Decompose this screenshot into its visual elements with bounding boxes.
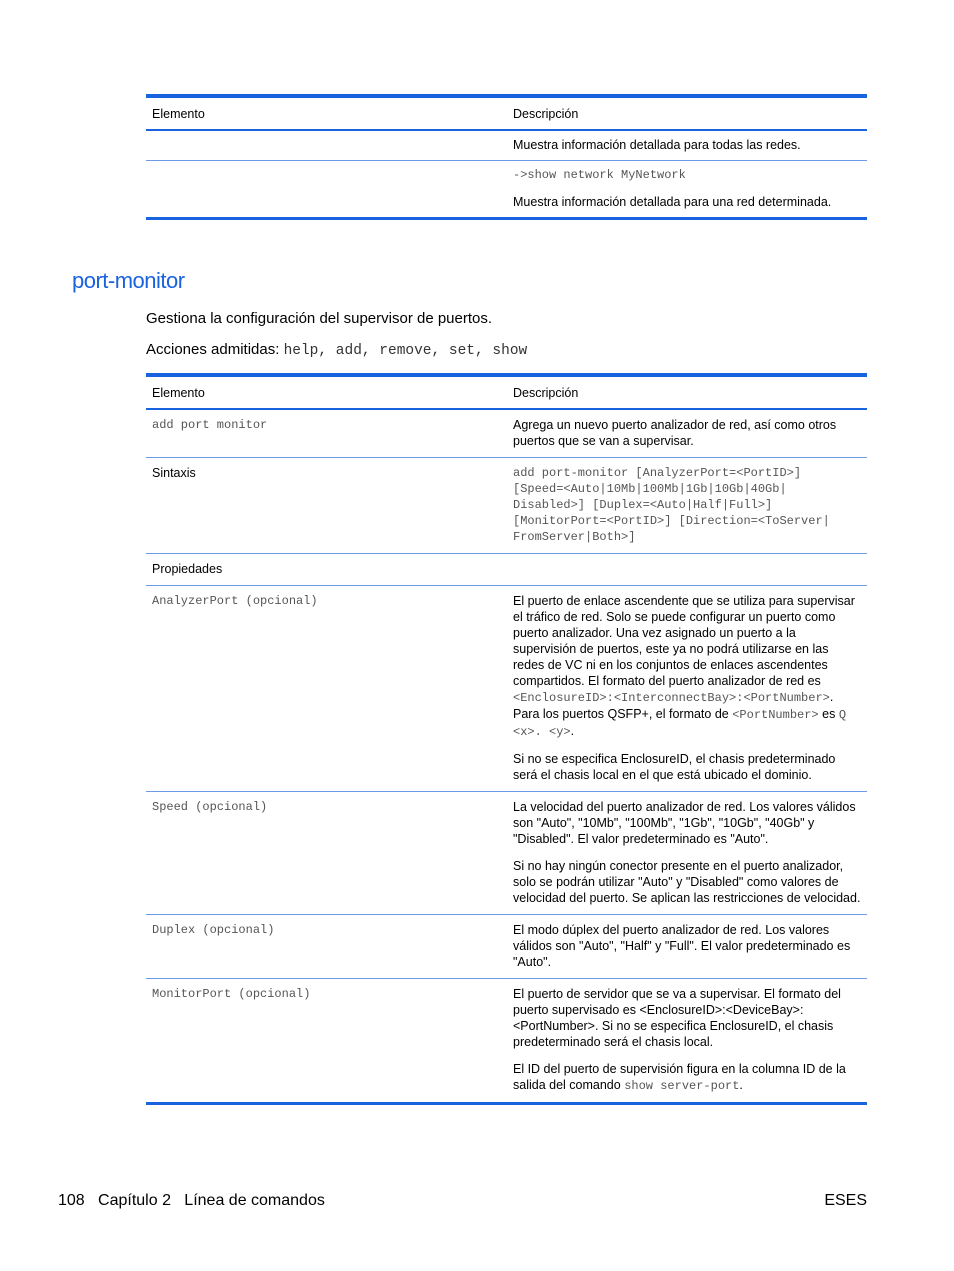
table-row [146,554,867,586]
supported-actions [146,341,527,359]
header-descripcion: Descripción [507,375,867,409]
page-footer-locale: ESES [824,1192,867,1209]
actions-value: help, add, remove, set, show [283,343,528,359]
duplex-description: El modo dúplex del puerto analizador de red. Los valores válidos son "Auto", "Half" y "Full". El valor predeterminado es "Auto". [507,915,867,979]
header-elemento: Elemento [146,375,507,409]
row-element [146,130,507,161]
syntax-line: [MonitorPort=<PortID>] [Direction=<ToServer| [513,514,830,528]
syntax-line: FromServer|Both>] [513,530,636,544]
portnumber-code: <PortNumber> [732,708,819,722]
qsfp-format-code: Q <x>. <y> [513,708,847,739]
table-row [146,458,867,554]
property-duplex: Duplex (opcional) [146,915,507,979]
port-monitor-table [146,373,867,1105]
syntax-line: add port-monitor [AnalyzerPort=<PortID>] [513,466,802,480]
header-descripcion: Descripción [507,96,867,130]
syntax-label: Sintaxis [146,458,507,554]
header-elemento: Elemento [146,96,507,130]
command-example: ->show network MyNetwork [513,168,686,182]
table-row [146,586,867,792]
property-monitorport: MonitorPort (opcional) [146,979,507,1104]
command-code: show server-port [624,1079,740,1093]
row-description [507,161,867,219]
section-intro: Gestiona la configuración del supervisor de puertos. [146,310,493,327]
monitorport-description: El puerto de servidor que se va a supervisar. El formato del puerto supervisado es <EnclosureID>:<DeviceBay>:<PortNumber>. Si no se especifica EnclosureID, el chasis predeterminado será el chasis local. El ID del puerto de supervisión figura en la columna ID de la salida del comando show server-port. [507,979,867,1104]
syntax-line: [Speed=<Auto|10Mb|100Mb|1Gb|10Gb|40Gb| [513,482,787,496]
table-row [146,130,867,161]
table-header [146,96,867,130]
table-row [146,161,867,219]
command-name: add port monitor [146,409,507,458]
syntax-line: Disabled>] [Duplex=<Auto|Half|Full>] [513,498,773,512]
section-title: port-monitor [72,268,185,293]
property-analyzerport: AnalyzerPort (opcional) [146,586,507,792]
page-footer-chapter: 108 Capítulo 2 Línea de comandos [58,1192,325,1209]
table-row [146,915,867,979]
speed-description: La velocidad del puerto analizador de red. Los valores válidos son "Auto", "10Mb", "100Mb", "1Gb", "10Gb", "40Gb" y "Disabled". El valor predeterminado es "Auto". Si no hay ningún conector presente en el puerto analizador, solo se podrán utilizar "Auto" y "Disabled" como valores de velocidad del puerto. Se aplican las restricciones de velocidad. [507,792,867,915]
format-code: <EnclosureID>:<InterconnectBay>:<PortNumber> [513,691,830,705]
network-table [146,94,867,220]
table-header [146,375,867,409]
table-row [146,792,867,915]
table-row [146,409,867,458]
property-speed: Speed (opcional) [146,792,507,915]
actions-label: Acciones admitidas: [146,341,280,358]
row-element [146,161,507,219]
syntax-block [507,458,867,554]
description-text: Muestra información detallada para una red determinada. [513,195,832,209]
table-row [146,979,867,1104]
properties-label: Propiedades [146,554,507,586]
row-description: Muestra información detallada para todas las redes. [507,130,867,161]
command-description: Agrega un nuevo puerto analizador de red, así como otros puertos que se van a supervisar. [507,409,867,458]
analyzerport-description: El puerto de enlace ascendente que se utiliza para supervisar el tráfico de red. Solo se puede configurar un puerto como puerto analizador. Una vez asignado un puerto a la supervisión de puertos, este ya no podrá utilizarse en las redes de VC ni en los conjuntos de enlaces ascendentes compartidos. El formato del puerto analizador de red es <EnclosureID>:<InterconnectBay>:<PortNumber>. Para los puertos QSFP+, el formato de <PortNumber> es Q <x>. <y>. Si no se especifica EnclosureID, el chasis predeterminado será el chasis local en el que está ubicado el dominio. [507,586,867,792]
